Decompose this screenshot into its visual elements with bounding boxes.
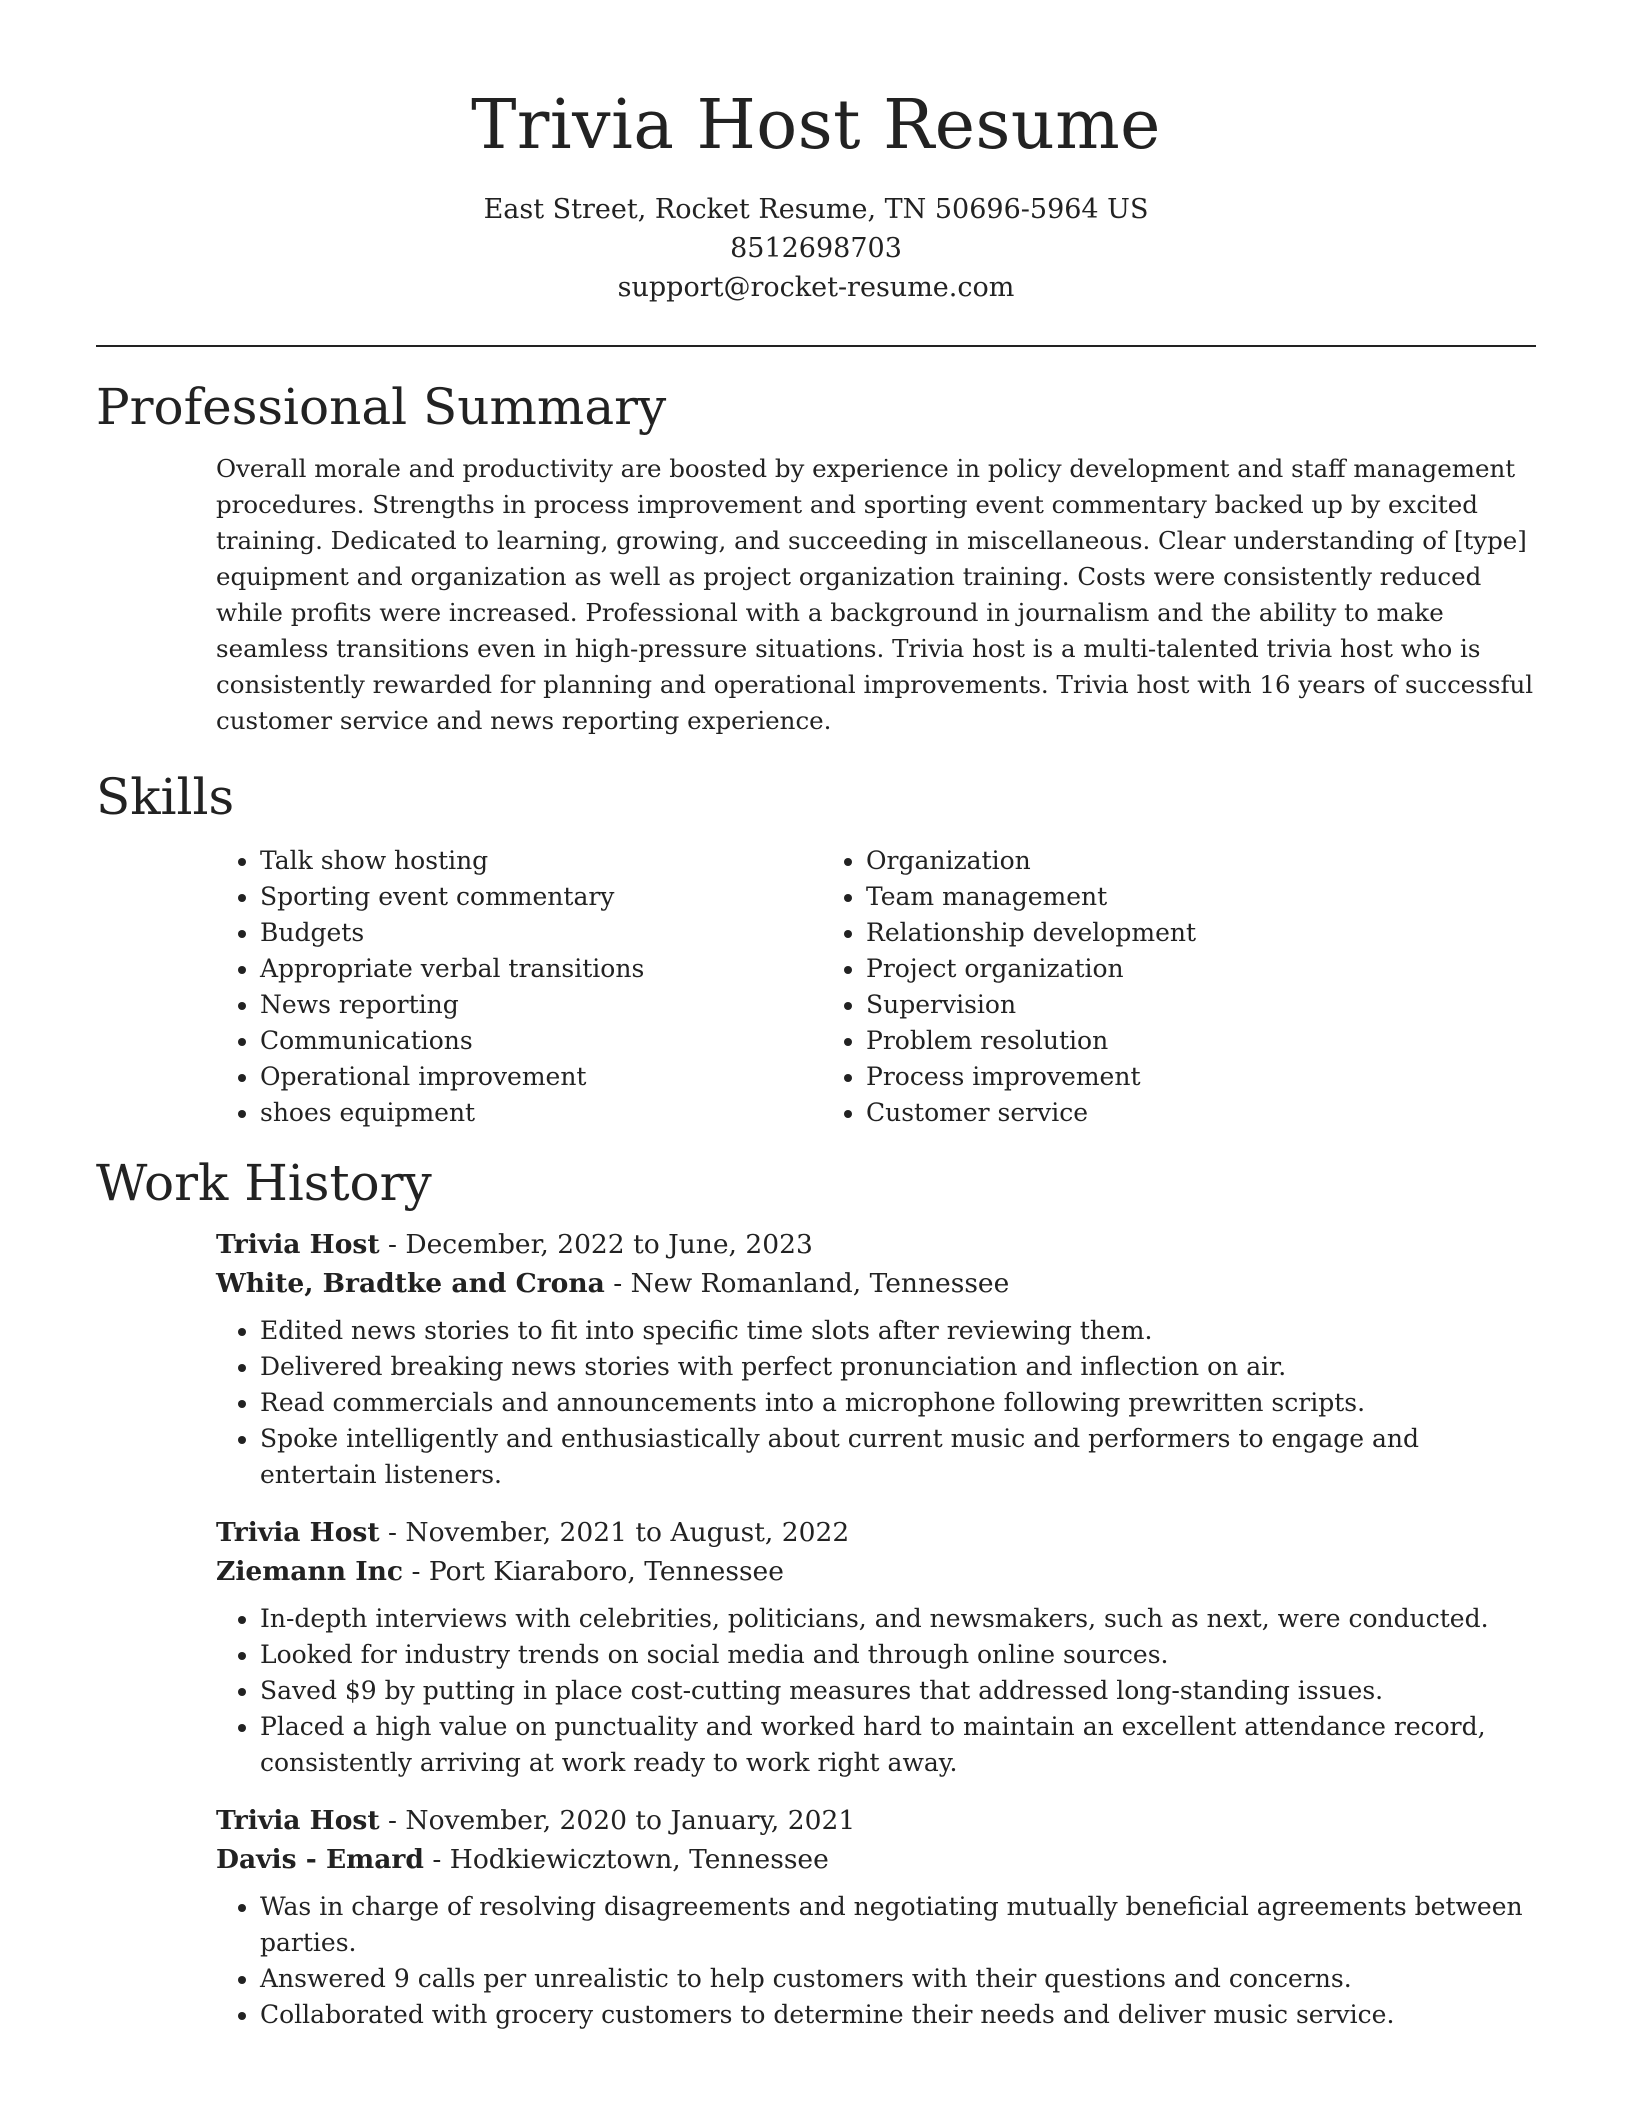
skills-section xyxy=(96,767,1536,1131)
job-bullets xyxy=(216,1313,1536,1493)
job-company: Ziemann Inc xyxy=(216,1556,404,1587)
job-location: New Romanland, Tennessee xyxy=(630,1268,1010,1299)
job-bullet: • In-depth interviews with celebrities, politicians, and newsmakers, such as next, were conducted. xyxy=(260,1601,1536,1637)
resume-header xyxy=(96,86,1536,347)
skill-item: • Organization xyxy=(866,843,1428,879)
skill-item: • Project organization xyxy=(866,951,1428,987)
summary-paragraph: Overall morale and productivity are boosted by experience in policy development and staff management procedures. Strengths in process improvement and sporting event commentary backed up by excited training. Dedicated to learning, growing, and succeeding in miscellaneous. Clear understanding of [type] equipment and organization as well as project organization training. Costs were consistently reduced while profits were increased. Professional with a background in journalism and the ability to make seamless transitions even in high-pressure situations. Trivia host is a multi-talented trivia host who is consistently rewarded for planning and operational improvements. Trivia host with 16 years of successful customer service and news reporting experience. xyxy=(216,454,1534,735)
job-location: Hodkiewicztown, Tennessee xyxy=(449,1844,829,1875)
job-bullet: • Collaborated with grocery customers to determine their needs and deliver music service. xyxy=(260,1997,1536,2033)
job-entry xyxy=(216,1225,1536,1493)
contact-address: East Street, Rocket Resume, TN 50696-5964 US xyxy=(483,194,1149,225)
job-bullets xyxy=(216,1889,1536,2033)
job-bullet: • Delivered breaking news stories with perfect pronunciation and inflection on air. xyxy=(260,1349,1536,1385)
job-company: Davis - Emard xyxy=(216,1844,424,1875)
header-divider xyxy=(96,345,1536,347)
skill-item: • Operational improvement xyxy=(260,1059,822,1095)
job-company-line xyxy=(216,1840,1536,1879)
skill-item: • Relationship development xyxy=(866,915,1428,951)
separator: - xyxy=(379,1805,406,1836)
separator: - xyxy=(403,1556,429,1587)
skills-column-right xyxy=(822,843,1428,1131)
resume-page xyxy=(96,0,1536,2033)
section-title-work-history: Work History xyxy=(96,1154,432,1212)
job-bullet: • Looked for industry trends on social media and through online sources. xyxy=(260,1637,1536,1673)
skill-item: • Sporting event commentary xyxy=(260,879,822,915)
job-bullet: • Read commercials and announcements into a microphone following prewritten scripts. xyxy=(260,1385,1536,1421)
job-entry xyxy=(216,1513,1536,1781)
separator: - xyxy=(423,1844,450,1875)
job-dates: November, 2020 to January, 2021 xyxy=(405,1805,856,1836)
job-bullet: • Spoke intelligently and enthusiastically about current music and performers to engage and entertain listeners. xyxy=(260,1421,1536,1493)
separator: - xyxy=(379,1229,406,1260)
skill-item: • Communications xyxy=(260,1023,822,1059)
skill-item: • News reporting xyxy=(260,987,822,1023)
summary-section xyxy=(96,377,1536,739)
job-bullet: • Placed a high value on punctuality and worked hard to maintain an excellent attendance record, consistently arriving at work ready to work right away. xyxy=(260,1709,1536,1781)
job-bullet: • Answered 9 calls per unrealistic to help customers with their questions and concerns. xyxy=(260,1961,1536,1997)
job-dates: November, 2021 to August, 2022 xyxy=(405,1517,850,1548)
job-company-line xyxy=(216,1264,1536,1303)
job-role-line xyxy=(216,1225,1536,1264)
job-role: Trivia Host xyxy=(216,1229,380,1260)
job-role: Trivia Host xyxy=(216,1805,380,1836)
section-title-summary: Professional Summary xyxy=(96,378,667,436)
job-location: Port Kiaraboro, Tennessee xyxy=(428,1556,784,1587)
section-title-skills: Skills xyxy=(96,768,235,826)
job-dates: December, 2022 to June, 2023 xyxy=(405,1229,813,1260)
skill-item: • Team management xyxy=(866,879,1428,915)
job-bullet: • Edited news stories to fit into specific time slots after reviewing them. xyxy=(260,1313,1536,1349)
work-history-section xyxy=(96,1153,1536,2033)
skill-item: • Supervision xyxy=(866,987,1428,1023)
skills-grid xyxy=(216,843,1536,1131)
job-bullets xyxy=(216,1601,1536,1781)
skill-item: • Talk show hosting xyxy=(260,843,822,879)
skill-item: • Customer service xyxy=(866,1095,1428,1131)
page-title: Trivia Host Resume xyxy=(471,86,1161,165)
job-bullet: • Was in charge of resolving disagreements and negotiating mutually beneficial agreements between parties. xyxy=(260,1889,1536,1961)
job-entry xyxy=(216,1801,1536,2033)
contact-phone: 8512698703 xyxy=(730,233,902,264)
separator: - xyxy=(379,1517,406,1548)
job-role-line xyxy=(216,1801,1536,1840)
skill-item: • Appropriate verbal transitions xyxy=(260,951,822,987)
skill-item: • Process improvement xyxy=(866,1059,1428,1095)
job-role: Trivia Host xyxy=(216,1517,380,1548)
separator: - xyxy=(604,1268,631,1299)
job-bullet: • Saved $9 by putting in place cost-cutting measures that addressed long-standing issues. xyxy=(260,1673,1536,1709)
skill-item: • Budgets xyxy=(260,915,822,951)
skill-item: • shoes equipment xyxy=(260,1095,822,1131)
contact-email: support@rocket-resume.com xyxy=(617,272,1015,303)
job-company-line xyxy=(216,1552,1536,1591)
job-company: White, Bradtke and Crona xyxy=(216,1268,605,1299)
skill-item: • Problem resolution xyxy=(866,1023,1428,1059)
skills-column-left xyxy=(216,843,822,1131)
job-role-line xyxy=(216,1513,1536,1552)
